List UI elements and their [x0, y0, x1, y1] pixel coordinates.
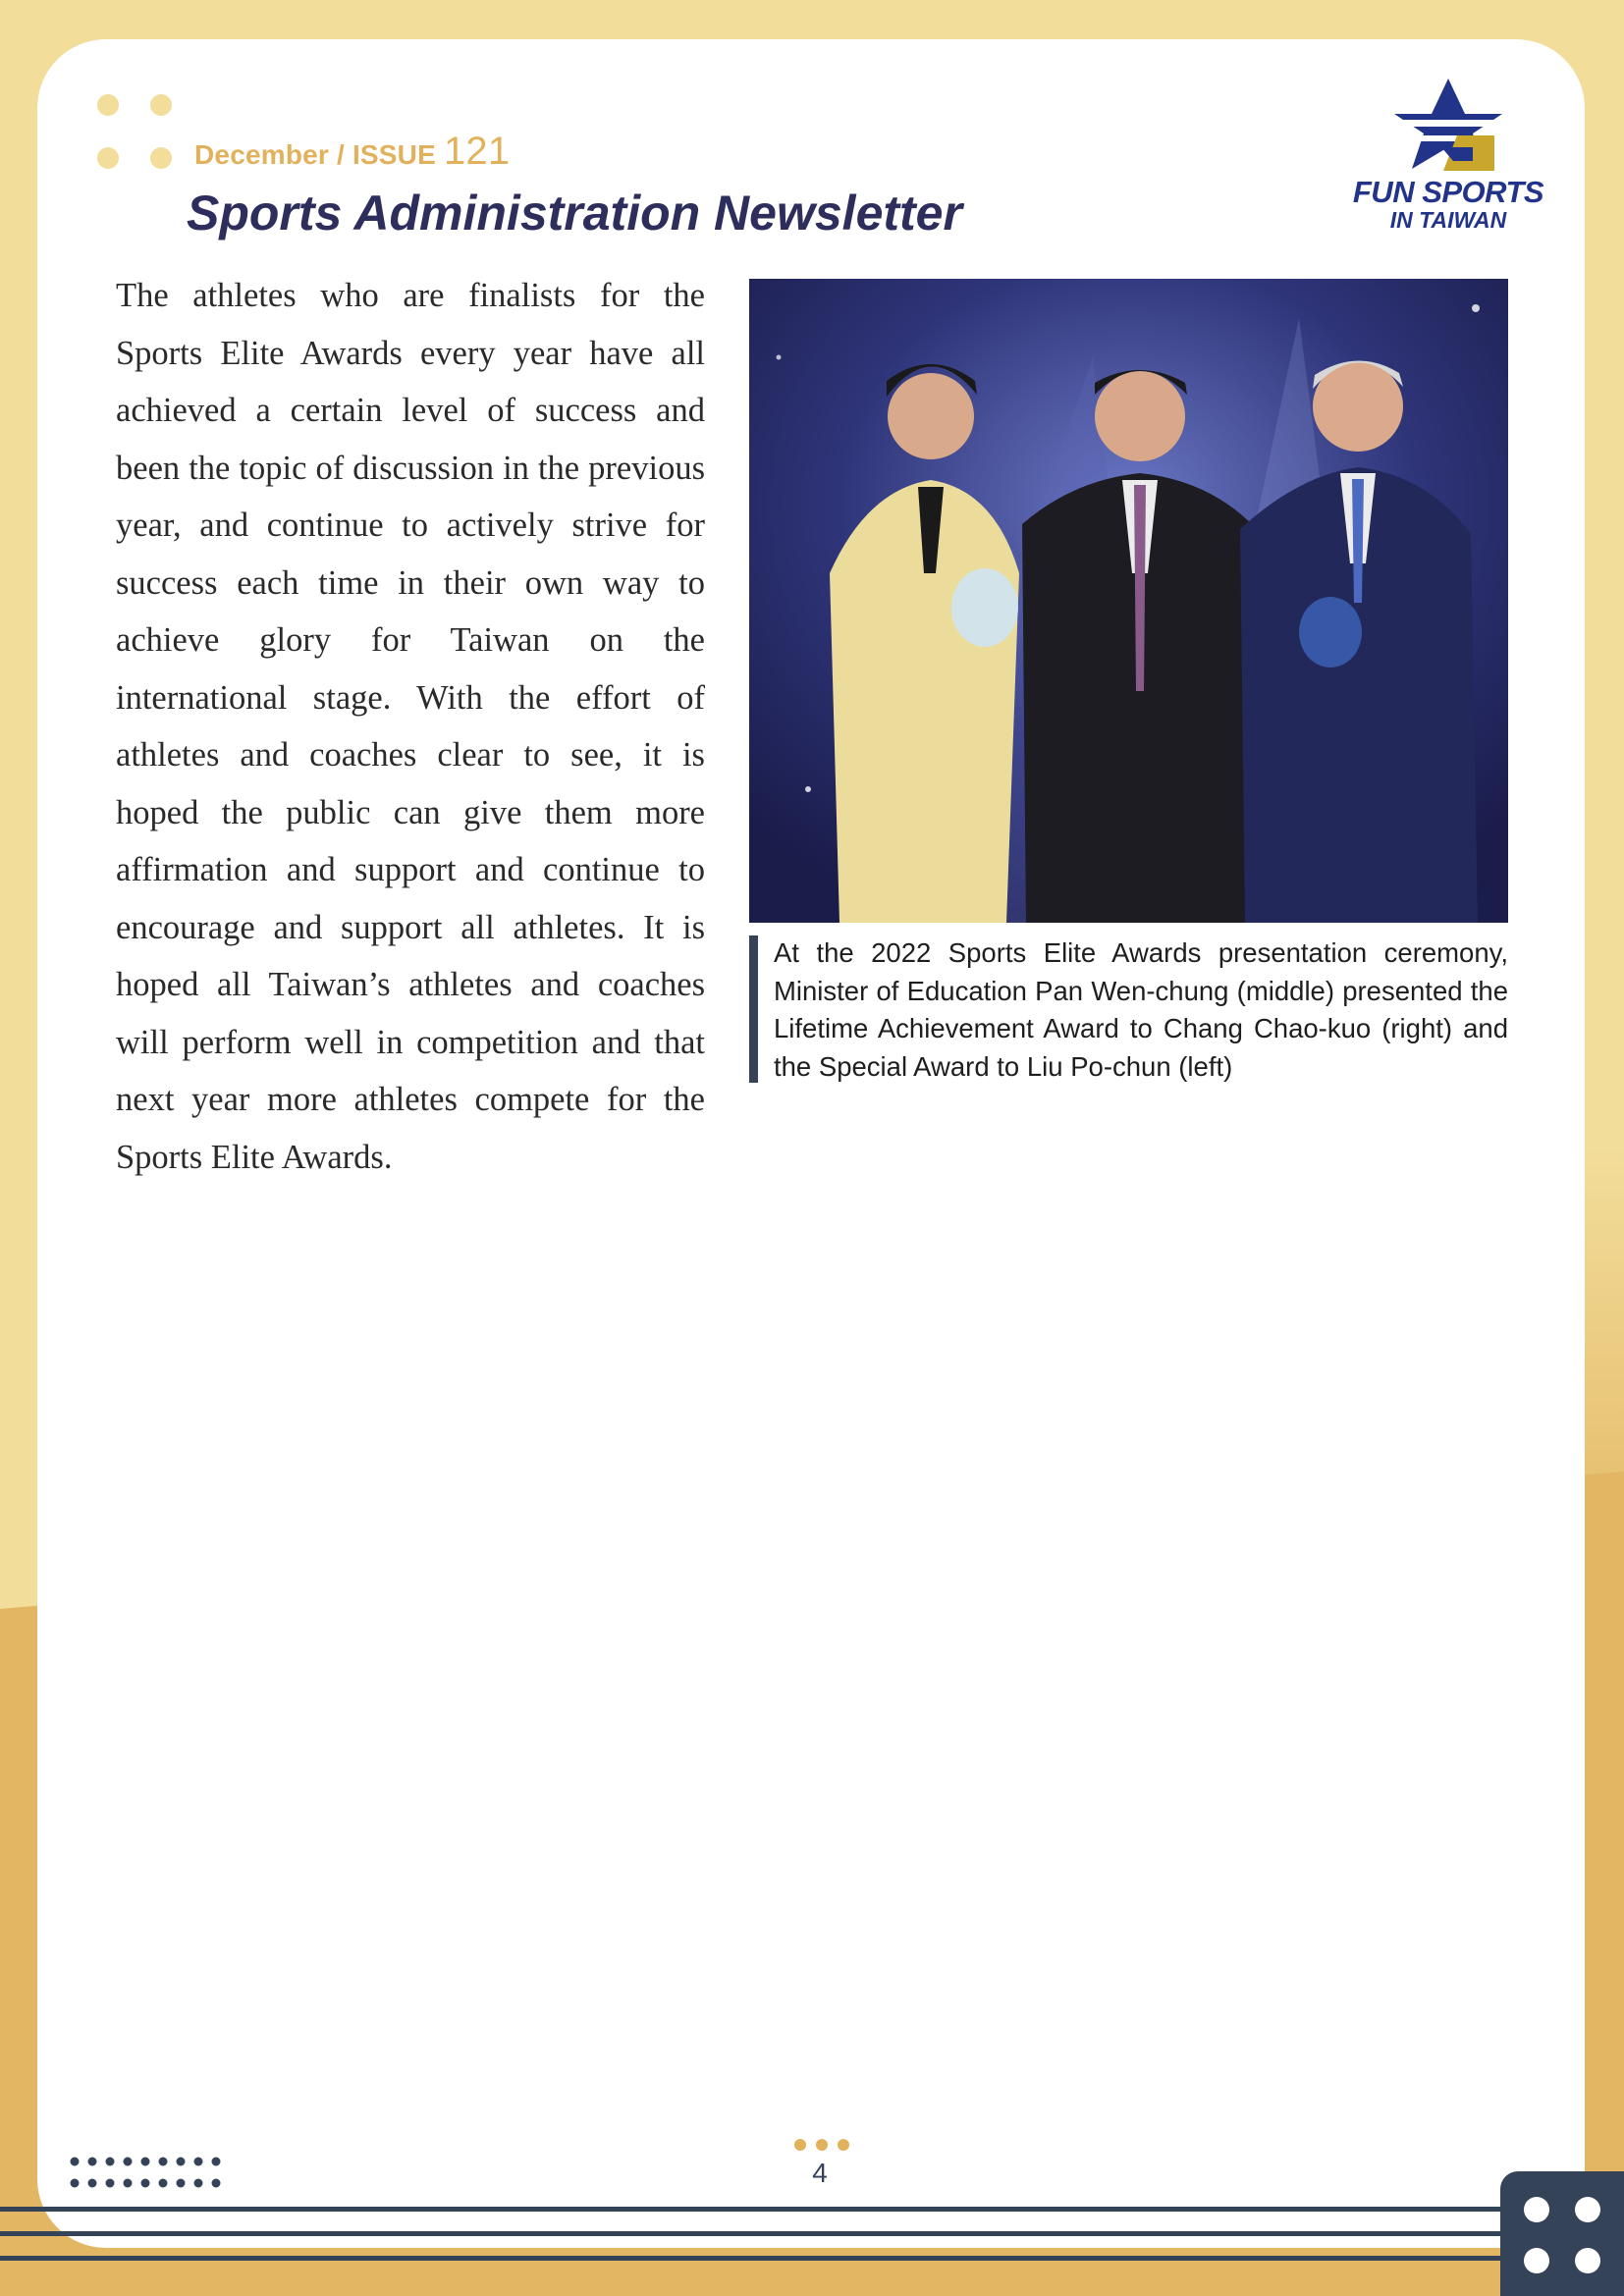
- footer-rule: [0, 2256, 1512, 2261]
- newsletter-title: Sports Administration Newsletter: [187, 186, 962, 240]
- issue-line: [194, 130, 510, 174]
- corner-dot: [1575, 2197, 1600, 2222]
- photo-caption: At the 2022 Sports Elite Awards presentation ceremony, Minister of Education Pan Wen-chung (middle) presented the Lifetime Achievement Award to Chang Chao-kuo (right) and the Special Award to Liu Po-chun (left): [774, 937, 1508, 1082]
- corner-dot: [1524, 2248, 1549, 2273]
- article-body: The athletes who are finalists for the Sports Elite Awards every year have all achieved a certain level of success and been the topic of discussion in the previous year, and continue to actively strive for success each time in their own way to achieve glory for Taiwan on the international stage. With the effort of athletes and coaches clear to see, it is hoped the public can give them more affirmation and support and continue to encourage and support all athletes. It is hoped all Taiwan’s athletes and coaches will perform well in competition and that next year more athletes compete for the Sports Elite Awards.: [116, 277, 705, 1176]
- corner-dot: [1575, 2248, 1600, 2273]
- footer-dot-grid: [69, 2156, 226, 2191]
- logo-line-2: IN TAIWAN: [1389, 207, 1507, 233]
- footer-rule: [0, 2207, 1512, 2212]
- award-ceremony-photo: [749, 279, 1508, 923]
- caption-accent-bar: [749, 935, 758, 1083]
- header-dot: [97, 147, 119, 169]
- corner-dot: [1524, 2197, 1549, 2222]
- issue-number: 121: [443, 130, 511, 173]
- footer-rule: [0, 2231, 1512, 2236]
- logo-text: [1347, 177, 1549, 232]
- issue-month: December / ISSUE: [194, 139, 436, 170]
- page-number-dots: [793, 2138, 852, 2152]
- header-dot: [97, 94, 119, 116]
- logo-line-1: FUN SPORTS: [1352, 175, 1544, 209]
- page-number: 4: [812, 2158, 828, 2188]
- header-dot: [150, 147, 172, 169]
- header-dot: [150, 94, 172, 116]
- corner-dot-box: [1500, 2171, 1624, 2296]
